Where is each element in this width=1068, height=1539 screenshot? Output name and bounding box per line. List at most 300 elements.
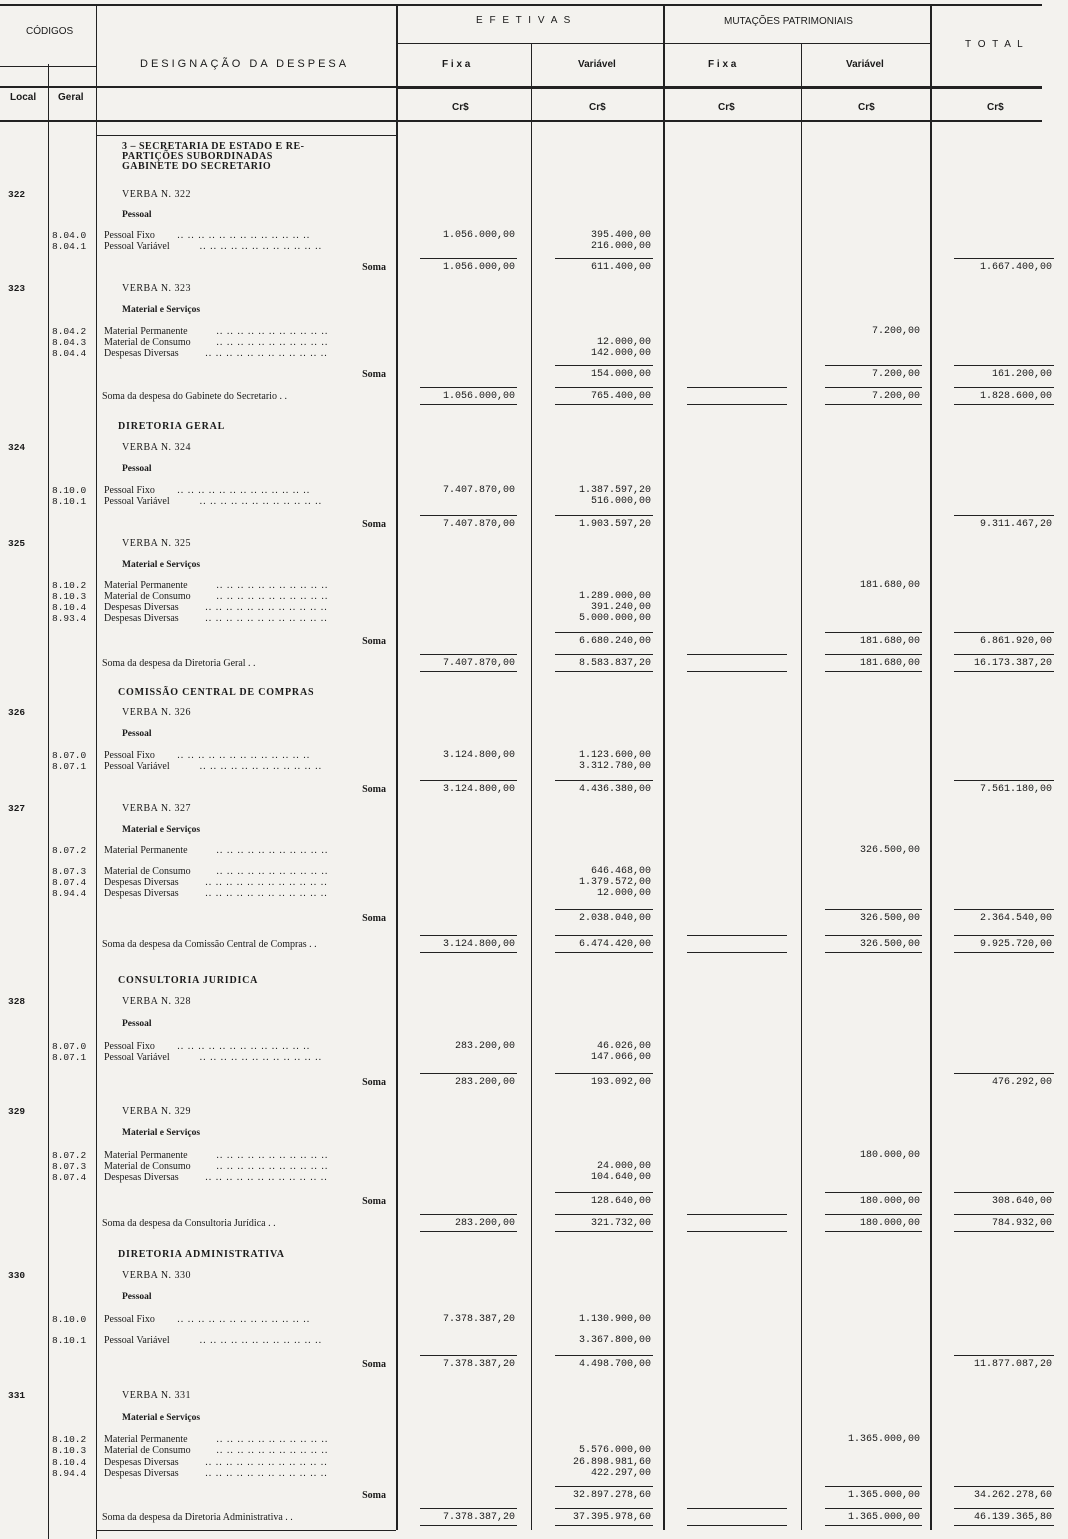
leader-dots: .. .. .. .. .. .. .. .. .. .. .. — [216, 1161, 332, 1172]
geral-code: 8.07.4 — [52, 1172, 87, 1183]
item-description: Pessoal Variável — [104, 496, 170, 507]
amount-ef-var: 1.379.572,00 — [578, 877, 651, 888]
h-rule — [96, 1530, 396, 1531]
h-rule — [954, 632, 1054, 633]
geral-code: 8.07.3 — [52, 1161, 87, 1172]
h-rule — [420, 404, 517, 405]
h-rule — [555, 952, 653, 953]
h-rule — [555, 1214, 653, 1215]
h-rule — [0, 4, 1042, 6]
item-description: Material Permanente — [104, 1150, 188, 1161]
amount-ef-fixa: 7.407.870,00 — [442, 658, 515, 669]
geral-code: 8.07.1 — [52, 761, 87, 772]
soma-label: Soma — [362, 262, 386, 273]
leader-dots: .. .. .. .. .. .. .. .. .. .. .. — [216, 580, 332, 591]
local-code: 330 — [8, 1270, 26, 1281]
department-title: DIRETORIA ADMINISTRATIVA — [118, 1249, 285, 1260]
v-rule — [396, 4, 398, 1530]
amount-ef-var: 37.395.978,60 — [572, 1512, 651, 1523]
h-rule — [555, 515, 653, 516]
amount-ef-fixa: 7.407.870,00 — [442, 485, 515, 496]
h-rule — [825, 909, 922, 910]
amount-total: 784.932,00 — [991, 1218, 1052, 1229]
h-rule — [954, 515, 1054, 516]
item-description: Despesas Diversas — [104, 602, 179, 613]
amount-ef-var: 422.297,00 — [590, 1468, 651, 1479]
h-rule — [954, 1525, 1054, 1526]
h-rule — [420, 780, 517, 781]
local-code: 328 — [8, 996, 26, 1007]
amount-ef-var: 12.000,00 — [596, 888, 651, 899]
geral-code: 8.94.4 — [52, 888, 87, 899]
amount-mu-var: 7.200,00 — [871, 369, 920, 380]
geral-code: 8.10.4 — [52, 602, 87, 613]
amount-total: 9.925.720,00 — [979, 939, 1052, 950]
amount-mu-var: 7.200,00 — [871, 391, 920, 402]
amount-ef-fixa: 1.056.000,00 — [442, 230, 515, 241]
amount-mu-var: 1.365.000,00 — [847, 1512, 920, 1523]
h-rule — [687, 387, 787, 388]
mu-var-header: Variável — [846, 59, 884, 70]
leader-dots: .. .. .. .. .. .. .. .. .. .. .. .. — [199, 1052, 326, 1063]
amount-mu-var: 181.680,00 — [859, 658, 920, 669]
h-rule — [555, 654, 653, 655]
amount-ef-fixa: 3.124.800,00 — [442, 939, 515, 950]
h-rule — [420, 515, 517, 516]
h-rule — [555, 1192, 653, 1193]
h-rule — [954, 654, 1054, 655]
h-rule — [825, 387, 922, 388]
h-rule — [555, 1525, 653, 1526]
leader-dots: .. .. .. .. .. .. .. .. .. .. .. — [216, 866, 332, 877]
leader-dots: .. .. .. .. .. .. .. .. .. .. .. .. — [199, 241, 326, 252]
leader-dots: .. .. .. .. .. .. .. .. .. .. .. .. — [205, 1457, 328, 1468]
h-rule — [555, 1231, 653, 1232]
amount-ef-var: 611.400,00 — [590, 262, 651, 273]
geral-code: 8.94.4 — [52, 1468, 87, 1479]
item-description: Pessoal Fixo — [104, 1314, 155, 1325]
h-rule — [825, 404, 922, 405]
h-rule — [420, 671, 517, 672]
h-rule — [96, 135, 396, 136]
h-rule — [420, 1231, 517, 1232]
leader-dots: .. .. .. .. .. .. .. .. .. .. .. .. — [205, 877, 328, 888]
leader-dots: .. .. .. .. .. .. .. .. .. .. .. .. — [199, 1335, 326, 1346]
amount-ef-var: 3.367.800,00 — [578, 1335, 651, 1346]
geral-code: 8.10.4 — [52, 1457, 87, 1468]
amount-ef-var: 128.640,00 — [590, 1196, 651, 1207]
amount-ef-var: 216.000,00 — [590, 241, 651, 252]
amount-mu-var: 181.680,00 — [859, 636, 920, 647]
h-rule — [687, 952, 787, 953]
verba-title: VERBA N. 328 — [122, 996, 192, 1007]
h-rule — [420, 654, 517, 655]
total-header: T O T A L — [965, 39, 1025, 50]
amount-ef-fixa: 3.124.800,00 — [442, 750, 515, 761]
h-rule — [396, 88, 1042, 89]
h-rule — [555, 387, 653, 388]
designacao-header: DESIGNAÇÃO DA DESPESA — [140, 58, 350, 70]
h-rule — [825, 1231, 922, 1232]
geral-code: 8.04.0 — [52, 230, 87, 241]
subgroup-title: Material e Serviços — [122, 1413, 201, 1423]
h-rule — [825, 654, 922, 655]
amount-total: 11.877.087,20 — [973, 1359, 1052, 1370]
department-title: DIRETORIA GERAL — [118, 421, 226, 432]
amount-mu-var: 181.680,00 — [859, 580, 920, 591]
subgroup-title: Pessoal — [122, 464, 152, 474]
h-rule — [555, 404, 653, 405]
local-code: 322 — [8, 189, 26, 200]
item-description: Material de Consumo — [104, 337, 191, 348]
amount-total: 161.200,00 — [991, 369, 1052, 380]
soma-label: Soma — [362, 1196, 386, 1207]
amount-ef-var: 5.000.000,00 — [578, 613, 651, 624]
amount-total: 476.292,00 — [991, 1077, 1052, 1088]
soma-label: Soma — [362, 519, 386, 530]
h-rule — [687, 1231, 787, 1232]
amount-ef-var: 5.576.000,00 — [578, 1445, 651, 1456]
amount-ef-var: 1.123.600,00 — [578, 750, 651, 761]
amount-total: 1.667.400,00 — [979, 262, 1052, 273]
h-rule — [954, 909, 1054, 910]
amount-ef-var: 321.732,00 — [590, 1218, 651, 1229]
subgroup-title: Material e Serviços — [122, 825, 201, 835]
soma-label: Soma — [362, 1490, 386, 1501]
local-code: 327 — [8, 803, 26, 814]
geral-code: 8.07.3 — [52, 866, 87, 877]
v-rule — [48, 64, 49, 1539]
soma-label: Soma — [362, 1077, 386, 1088]
local-code: 323 — [8, 283, 26, 294]
geral-code: 8.93.4 — [52, 613, 87, 624]
soma-despesa-label: Soma da despesa da Diretoria Geral . . — [102, 658, 256, 669]
leader-dots: .. .. .. .. .. .. .. .. .. .. .. — [216, 845, 332, 856]
h-rule — [954, 935, 1054, 936]
item-description: Despesas Diversas — [104, 1468, 179, 1479]
h-rule — [687, 671, 787, 672]
amount-ef-var: 46.026,00 — [596, 1041, 651, 1052]
amount-total: 308.640,00 — [991, 1196, 1052, 1207]
leader-dots: .. .. .. .. .. .. .. .. .. .. .. .. .. — [177, 750, 311, 761]
amount-ef-var: 395.400,00 — [590, 230, 651, 241]
amount-ef-var: 26.898.981,60 — [572, 1457, 651, 1468]
item-description: Material Permanente — [104, 326, 188, 337]
efetivas-header: E F E T I V A S — [476, 15, 573, 26]
verba-title: VERBA N. 331 — [122, 1390, 192, 1401]
h-rule — [825, 632, 922, 633]
leader-dots: .. .. .. .. .. .. .. .. .. .. .. .. .. — [177, 1041, 311, 1052]
v-rule — [930, 4, 932, 1530]
leader-dots: .. .. .. .. .. .. .. .. .. .. .. .. .. — [177, 485, 311, 496]
verba-title: VERBA N. 325 — [122, 538, 192, 549]
h-rule — [954, 671, 1054, 672]
amount-ef-fixa: 1.056.000,00 — [442, 262, 515, 273]
geral-code: 8.10.3 — [52, 1445, 87, 1456]
h-rule — [825, 1214, 922, 1215]
leader-dots: .. .. .. .. .. .. .. .. .. .. .. .. — [205, 888, 328, 899]
amount-ef-fixa: 7.378.387,20 — [442, 1512, 515, 1523]
amount-ef-fixa: 283.200,00 — [454, 1218, 515, 1229]
geral-code: 8.07.0 — [52, 750, 87, 761]
section-title-line3: GABINETE DO SECRETARIO — [122, 161, 272, 172]
amount-ef-fixa: 7.407.870,00 — [442, 519, 515, 530]
soma-label: Soma — [362, 913, 386, 924]
item-description: Despesas Diversas — [104, 1172, 179, 1183]
amount-mu-var: 1.365.000,00 — [847, 1434, 920, 1445]
geral-code: 8.10.1 — [52, 1335, 87, 1346]
amount-mu-var: 180.000,00 — [859, 1196, 920, 1207]
geral-code: 8.10.0 — [52, 1314, 87, 1325]
subgroup-title: Pessoal — [122, 729, 152, 739]
amount-mu-var: 326.500,00 — [859, 913, 920, 924]
verba-title: VERBA N. 323 — [122, 283, 192, 294]
amount-ef-var: 193.092,00 — [590, 1077, 651, 1088]
local-code: 326 — [8, 707, 26, 718]
amount-ef-var: 1.387.597,20 — [578, 485, 651, 496]
h-rule — [555, 909, 653, 910]
item-description: Material de Consumo — [104, 1161, 191, 1172]
subgroup-title: Material e Serviços — [122, 305, 201, 315]
h-rule — [825, 671, 922, 672]
amount-ef-var: 8.583.837,20 — [578, 658, 651, 669]
h-rule — [687, 1508, 787, 1509]
amount-ef-fixa: 283.200,00 — [454, 1077, 515, 1088]
item-description: Material de Consumo — [104, 866, 191, 877]
item-description: Pessoal Variável — [104, 241, 170, 252]
item-description: Material Permanente — [104, 1434, 188, 1445]
leader-dots: .. .. .. .. .. .. .. .. .. .. .. — [216, 591, 332, 602]
amount-mu-var: 180.000,00 — [859, 1218, 920, 1229]
leader-dots: .. .. .. .. .. .. .. .. .. .. .. .. — [205, 602, 328, 613]
subgroup-title: Pessoal — [122, 210, 152, 220]
h-rule — [687, 1525, 787, 1526]
verba-title: VERBA N. 330 — [122, 1270, 192, 1281]
geral-code: 8.04.4 — [52, 348, 87, 359]
h-rule — [687, 404, 787, 405]
h-rule — [555, 780, 653, 781]
leader-dots: .. .. .. .. .. .. .. .. .. .. .. .. — [205, 1468, 328, 1479]
local-code: 325 — [8, 538, 26, 549]
verba-title: VERBA N. 324 — [122, 442, 192, 453]
h-rule — [954, 1231, 1054, 1232]
soma-despesa-label: Soma da despesa da Consultoria Jurídica . . — [102, 1218, 276, 1229]
h-rule — [555, 1486, 653, 1487]
geral-code: 8.07.2 — [52, 845, 87, 856]
section-title-line1: 3 – SECRETARIA DE ESTADO E RE- — [122, 141, 305, 152]
geral-header: Geral — [58, 92, 84, 103]
geral-code: 8.07.1 — [52, 1052, 87, 1063]
geral-code: 8.04.3 — [52, 337, 87, 348]
soma-despesa-label: Soma da despesa da Diretoria Administrativa . . — [102, 1512, 293, 1523]
item-description: Despesas Diversas — [104, 877, 179, 888]
amount-ef-var: 1.130.900,00 — [578, 1314, 651, 1325]
amount-ef-var: 765.400,00 — [590, 391, 651, 402]
h-rule — [420, 1214, 517, 1215]
amount-ef-var: 104.640,00 — [590, 1172, 651, 1183]
item-description: Pessoal Fixo — [104, 1041, 155, 1052]
h-rule — [420, 387, 517, 388]
leader-dots: .. .. .. .. .. .. .. .. .. .. .. .. .. — [177, 230, 311, 241]
h-rule — [420, 1355, 517, 1356]
amount-ef-fixa: 283.200,00 — [454, 1041, 515, 1052]
soma-label: Soma — [362, 1359, 386, 1370]
amount-ef-var: 32.897.278,60 — [572, 1490, 651, 1501]
h-rule — [555, 632, 653, 633]
amount-mu-var: 180.000,00 — [859, 1150, 920, 1161]
h-rule — [954, 1073, 1054, 1074]
h-rule — [954, 1355, 1054, 1356]
leader-dots: .. .. .. .. .. .. .. .. .. .. .. — [216, 1445, 332, 1456]
item-description: Pessoal Variável — [104, 1052, 170, 1063]
h-rule — [954, 404, 1054, 405]
h-rule — [555, 365, 653, 366]
h-rule — [954, 1486, 1054, 1487]
leader-dots: .. .. .. .. .. .. .. .. .. .. .. .. — [205, 613, 328, 624]
h-rule — [954, 258, 1054, 259]
department-title: COMISSÃO CENTRAL DE COMPRAS — [118, 687, 315, 698]
amount-ef-var: 2.038.040,00 — [578, 913, 651, 924]
verba-title: VERBA N. 329 — [122, 1106, 192, 1117]
h-rule — [825, 935, 922, 936]
soma-label: Soma — [362, 784, 386, 795]
amount-ef-fixa: 1.056.000,00 — [442, 391, 515, 402]
amount-ef-var: 646.468,00 — [590, 866, 651, 877]
subgroup-title: Material e Serviços — [122, 1128, 201, 1138]
verba-title: VERBA N. 327 — [122, 803, 192, 814]
h-rule — [687, 654, 787, 655]
amount-mu-var: 326.500,00 — [859, 845, 920, 856]
item-description: Material de Consumo — [104, 1445, 191, 1456]
leader-dots: .. .. .. .. .. .. .. .. .. .. .. — [216, 337, 332, 348]
ef-fixa-header: F i x a — [442, 59, 471, 70]
v-rule — [531, 43, 532, 1530]
leader-dots: .. .. .. .. .. .. .. .. .. .. .. — [216, 326, 332, 337]
amount-ef-var: 154.000,00 — [590, 369, 651, 380]
amount-mu-var: 7.200,00 — [871, 326, 920, 337]
h-rule — [954, 387, 1054, 388]
local-header: Local — [10, 92, 37, 103]
h-rule — [825, 952, 922, 953]
amount-ef-var: 12.000,00 — [596, 337, 651, 348]
verba-title: VERBA N. 322 — [122, 189, 192, 200]
item-description: Despesas Diversas — [104, 1457, 179, 1468]
h-rule — [420, 1525, 517, 1526]
h-rule — [555, 1508, 653, 1509]
geral-code: 8.10.1 — [52, 496, 87, 507]
v-rule — [96, 4, 97, 1539]
subgroup-title: Pessoal — [122, 1292, 152, 1302]
local-code: 324 — [8, 442, 26, 453]
h-rule — [0, 120, 1042, 122]
geral-code: 8.10.2 — [52, 1434, 87, 1445]
amount-mu-var: 326.500,00 — [859, 939, 920, 950]
amount-ef-var: 6.474.420,00 — [578, 939, 651, 950]
item-description: Despesas Diversas — [104, 348, 179, 359]
amount-ef-var: 3.312.780,00 — [578, 761, 651, 772]
h-rule — [954, 780, 1054, 781]
amount-total: 34.262.278,60 — [973, 1490, 1052, 1501]
ef-var-currency: Cr$ — [589, 102, 606, 113]
h-rule — [420, 935, 517, 936]
h-rule — [420, 1508, 517, 1509]
h-rule — [825, 365, 922, 366]
h-rule — [825, 1525, 922, 1526]
item-description: Material Permanente — [104, 845, 188, 856]
item-description: Pessoal Fixo — [104, 485, 155, 496]
amount-ef-var: 24.000,00 — [596, 1161, 651, 1172]
h-rule — [555, 671, 653, 672]
geral-code: 8.04.1 — [52, 241, 87, 252]
amount-total: 1.828.600,00 — [979, 391, 1052, 402]
h-rule — [687, 1214, 787, 1215]
leader-dots: .. .. .. .. .. .. .. .. .. .. .. .. — [199, 496, 326, 507]
amount-ef-var: 4.436.380,00 — [578, 784, 651, 795]
h-rule — [555, 935, 653, 936]
amount-ef-var: 142.000,00 — [590, 348, 651, 359]
amount-ef-var: 1.903.597,20 — [578, 519, 651, 530]
amount-ef-var: 147.066,00 — [590, 1052, 651, 1063]
h-rule — [825, 1508, 922, 1509]
h-rule — [687, 935, 787, 936]
h-rule — [555, 258, 653, 259]
amount-total: 2.364.540,00 — [979, 913, 1052, 924]
geral-code: 8.10.0 — [52, 485, 87, 496]
leader-dots: .. .. .. .. .. .. .. .. .. .. .. .. .. — [177, 1314, 311, 1325]
item-description: Pessoal Fixo — [104, 750, 155, 761]
geral-code: 8.07.2 — [52, 1150, 87, 1161]
local-code: 331 — [8, 1390, 26, 1401]
amount-ef-var: 516.000,00 — [590, 496, 651, 507]
ef-fixa-currency: Cr$ — [452, 102, 469, 113]
h-rule — [420, 258, 517, 259]
amount-ef-fixa: 7.378.387,20 — [442, 1359, 515, 1370]
amount-ef-var: 1.289.000,00 — [578, 591, 651, 602]
h-rule — [954, 1192, 1054, 1193]
department-title: CONSULTORIA JURIDICA — [118, 975, 259, 986]
mu-fixa-currency: Cr$ — [718, 102, 735, 113]
amount-ef-fixa: 7.378.387,20 — [442, 1314, 515, 1325]
amount-ef-var: 6.680.240,00 — [578, 636, 651, 647]
section-title-line2: PARTIÇÕES SUBORDINADAS — [122, 151, 273, 162]
local-code: 329 — [8, 1106, 26, 1117]
amount-ef-fixa: 3.124.800,00 — [442, 784, 515, 795]
h-rule — [954, 1214, 1054, 1215]
amount-total: 46.139.365,80 — [973, 1512, 1052, 1523]
leader-dots: .. .. .. .. .. .. .. .. .. .. .. .. — [205, 1172, 328, 1183]
amount-total: 9.311.467,20 — [979, 519, 1052, 530]
item-description: Despesas Diversas — [104, 888, 179, 899]
item-description: Despesas Diversas — [104, 613, 179, 624]
v-rule — [663, 4, 665, 1530]
item-description: Material de Consumo — [104, 591, 191, 602]
amount-ef-var: 4.498.700,00 — [578, 1359, 651, 1370]
geral-code: 8.10.3 — [52, 591, 87, 602]
geral-code: 8.07.4 — [52, 877, 87, 888]
geral-code: 8.04.2 — [52, 326, 87, 337]
soma-label: Soma — [362, 369, 386, 380]
mu-fixa-header: F i x a — [708, 59, 737, 70]
amount-total: 16.173.387,20 — [973, 658, 1052, 669]
geral-code: 8.07.0 — [52, 1041, 87, 1052]
leader-dots: .. .. .. .. .. .. .. .. .. .. .. .. — [205, 348, 328, 359]
amount-total: 7.561.180,00 — [979, 784, 1052, 795]
leader-dots: .. .. .. .. .. .. .. .. .. .. .. — [216, 1150, 332, 1161]
subgroup-title: Material e Serviços — [122, 560, 201, 570]
amount-ef-var: 391.240,00 — [590, 602, 651, 613]
h-rule — [555, 1073, 653, 1074]
h-rule — [420, 1073, 517, 1074]
